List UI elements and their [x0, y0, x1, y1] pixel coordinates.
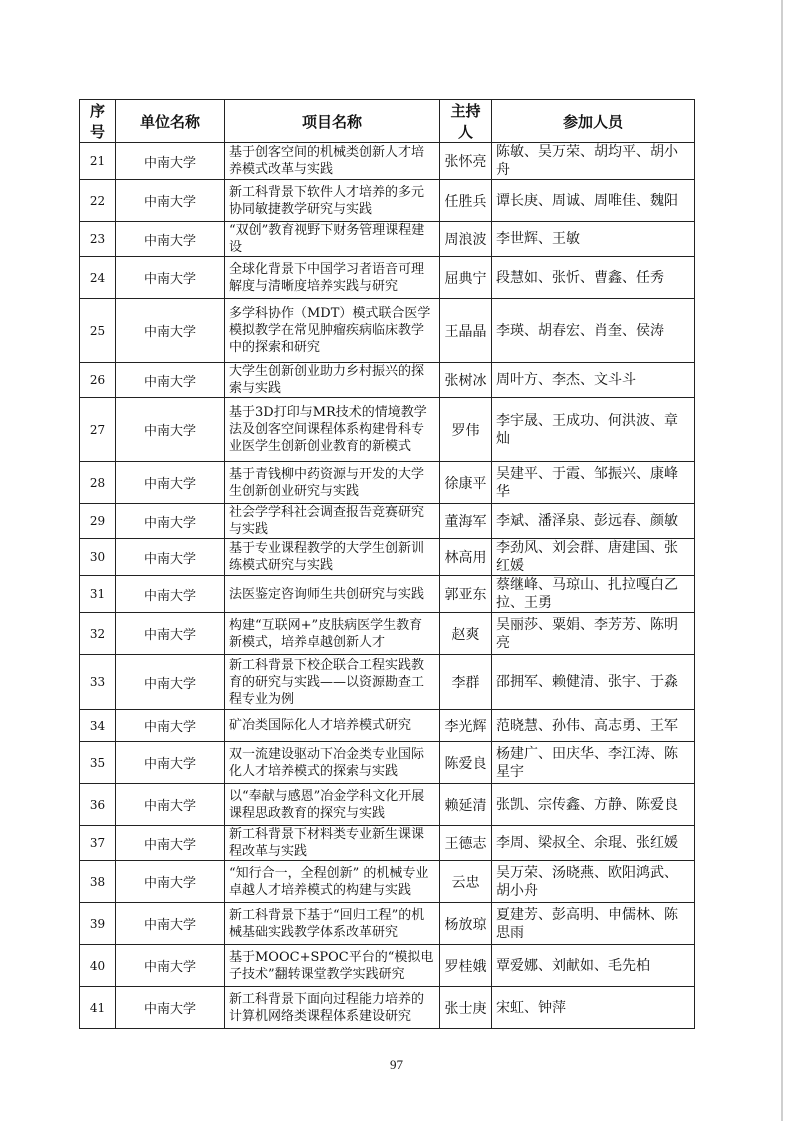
- table-row: [80, 504, 695, 539]
- table-header-row: [80, 100, 695, 143]
- row-number: 26: [80, 363, 116, 398]
- table-row: [80, 539, 695, 576]
- project-name: 双一流建设驱动下冶金类专业国际化人才培养模式的探索与实践: [225, 742, 440, 784]
- table-row: [80, 945, 695, 987]
- row-number: 25: [80, 299, 116, 363]
- header-no: 序号: [80, 100, 116, 143]
- row-number: 39: [80, 903, 116, 945]
- unit-name: 中南大学: [116, 861, 225, 903]
- row-number: 30: [80, 539, 116, 576]
- page-edge: [781, 0, 783, 1121]
- unit-name: 中南大学: [116, 462, 225, 504]
- header-unit: 单位名称: [116, 100, 225, 143]
- members: 李宇晟、王成功、何洪波、章灿: [492, 398, 695, 462]
- header-host: 主持人: [440, 100, 492, 143]
- table-row: [80, 613, 695, 655]
- table-row: [80, 784, 695, 826]
- host-name: 赖延清: [440, 784, 492, 826]
- members: 陈敏、吴万荣、胡均平、胡小舟: [492, 143, 695, 180]
- unit-name: 中南大学: [116, 180, 225, 222]
- unit-name: 中南大学: [116, 710, 225, 742]
- row-number: 24: [80, 257, 116, 299]
- host-name: 王晶晶: [440, 299, 492, 363]
- row-number: 28: [80, 462, 116, 504]
- page-number: 97: [390, 1057, 403, 1072]
- project-name: 以“奉献与感恩”冶金学科文化开展课程思政教育的探究与实践: [225, 784, 440, 826]
- project-name: 大学生创新创业助力乡村振兴的探索与实践: [225, 363, 440, 398]
- members: 夏建芳、彭高明、申儒林、陈思雨: [492, 903, 695, 945]
- unit-name: 中南大学: [116, 613, 225, 655]
- project-name: 基于3D打印与MR技术的情境教学法及创客空间课程体系构建骨科专业医学生创新创业教育的新模式: [225, 398, 440, 462]
- row-number: 35: [80, 742, 116, 784]
- project-name: 新工科背景下基于“回归工程”的机械基础实践教学体系改革研究: [225, 903, 440, 945]
- table-row: [80, 861, 695, 903]
- row-number: 41: [80, 987, 116, 1029]
- host-name: 周浪波: [440, 222, 492, 257]
- table-row: [80, 655, 695, 710]
- table-row: [80, 903, 695, 945]
- members: 宋虹、钟萍: [492, 987, 695, 1029]
- table-row: [80, 398, 695, 462]
- unit-name: 中南大学: [116, 655, 225, 710]
- host-name: 罗伟: [440, 398, 492, 462]
- host-name: 张树冰: [440, 363, 492, 398]
- unit-name: 中南大学: [116, 363, 225, 398]
- host-name: 云忠: [440, 861, 492, 903]
- table-row: [80, 222, 695, 257]
- host-name: 王德志: [440, 826, 492, 861]
- project-table: [79, 99, 695, 1029]
- row-number: 34: [80, 710, 116, 742]
- row-number: 32: [80, 613, 116, 655]
- host-name: 林高用: [440, 539, 492, 576]
- members: 段慧如、张忻、曹鑫、任秀: [492, 257, 695, 299]
- host-name: 徐康平: [440, 462, 492, 504]
- host-name: 屈典宁: [440, 257, 492, 299]
- unit-name: 中南大学: [116, 222, 225, 257]
- host-name: 张怀亮: [440, 143, 492, 180]
- project-name: 基于MOOC+SPOC平台的“模拟电子技术”翻转课堂教学实践研究: [225, 945, 440, 987]
- unit-name: 中南大学: [116, 504, 225, 539]
- members: 吴丽莎、粟娟、李芳芳、陈明亮: [492, 613, 695, 655]
- project-name: “知行合一，全程创新” 的机械专业卓越人才培养模式的构建与实践: [225, 861, 440, 903]
- row-number: 23: [80, 222, 116, 257]
- members: 杨建广、田庆华、李江涛、陈星宇: [492, 742, 695, 784]
- project-name: 构建“互联网+”皮肤病医学生教育新模式，培养卓越创新人才: [225, 613, 440, 655]
- unit-name: 中南大学: [116, 903, 225, 945]
- project-name: 新工科背景下校企联合工程实践教育的研究与实践——以资源勘查工程专业为例: [225, 655, 440, 710]
- members: 范晓慧、孙伟、高志勇、王军: [492, 710, 695, 742]
- project-name: “双创”教育视野下财务管理课程建设: [225, 222, 440, 257]
- members: 李世辉、王敏: [492, 222, 695, 257]
- unit-name: 中南大学: [116, 945, 225, 987]
- members: 李周、梁叔全、余琨、张红媛: [492, 826, 695, 861]
- table-row: [80, 576, 695, 613]
- host-name: 董海军: [440, 504, 492, 539]
- row-number: 40: [80, 945, 116, 987]
- table-row: [80, 987, 695, 1029]
- members: 李劲风、刘会群、唐建国、张红媛: [492, 539, 695, 576]
- project-name: 全球化背景下中国学习者语音可理解度与清晰度培养实践与研究: [225, 257, 440, 299]
- project-name: 多学科协作（MDT）模式联合医学模拟教学在常见肿瘤疾病临床教学中的探索和研究: [225, 299, 440, 363]
- table-row: [80, 710, 695, 742]
- project-name: 新工科背景下面向过程能力培养的计算机网络类课程体系建设研究: [225, 987, 440, 1029]
- project-name: 基于创客空间的机械类创新人才培养模式改革与实践: [225, 143, 440, 180]
- host-name: 陈爱良: [440, 742, 492, 784]
- table-row: [80, 143, 695, 180]
- row-number: 36: [80, 784, 116, 826]
- header-project: 项目名称: [225, 100, 440, 143]
- unit-name: 中南大学: [116, 143, 225, 180]
- row-number: 27: [80, 398, 116, 462]
- project-name: 新工科背景下材料类专业新生课课程改革与实践: [225, 826, 440, 861]
- members: 蔡继峰、马琼山、扎拉嘎白乙拉、王勇: [492, 576, 695, 613]
- row-number: 37: [80, 826, 116, 861]
- project-name: 基于青钱柳中药资源与开发的大学生创新创业研究与实践: [225, 462, 440, 504]
- members: 李斌、潘泽泉、彭远春、颜敏: [492, 504, 695, 539]
- table-row: [80, 257, 695, 299]
- host-name: 郭亚东: [440, 576, 492, 613]
- row-number: 21: [80, 143, 116, 180]
- table-row: [80, 299, 695, 363]
- host-name: 任胜兵: [440, 180, 492, 222]
- row-number: 33: [80, 655, 116, 710]
- table-row: [80, 742, 695, 784]
- unit-name: 中南大学: [116, 257, 225, 299]
- members: 吴万荣、汤晓燕、欧阳鸿武、胡小舟: [492, 861, 695, 903]
- table-row: [80, 363, 695, 398]
- row-number: 31: [80, 576, 116, 613]
- row-number: 29: [80, 504, 116, 539]
- host-name: 杨放琼: [440, 903, 492, 945]
- table-row: [80, 462, 695, 504]
- members: 谭长庚、周诚、周唯佳、魏阳: [492, 180, 695, 222]
- host-name: 李群: [440, 655, 492, 710]
- unit-name: 中南大学: [116, 987, 225, 1029]
- members: 覃爱娜、刘献如、毛先柏: [492, 945, 695, 987]
- members: 张凯、宗传鑫、方静、陈爱良: [492, 784, 695, 826]
- unit-name: 中南大学: [116, 826, 225, 861]
- members: 吴建平、于霞、邹振兴、康峰华: [492, 462, 695, 504]
- host-name: 张士庚: [440, 987, 492, 1029]
- project-name: 矿冶类国际化人才培养模式研究: [225, 710, 440, 742]
- project-name: 新工科背景下软件人才培养的多元协同敏捷教学研究与实践: [225, 180, 440, 222]
- members: 邵拥军、赖健清、张宇、于淼: [492, 655, 695, 710]
- table-row: [80, 180, 695, 222]
- project-name: 社会学学科社会调查报告竞赛研究与实践: [225, 504, 440, 539]
- unit-name: 中南大学: [116, 398, 225, 462]
- project-name: 法医鉴定咨询师生共创研究与实践: [225, 576, 440, 613]
- project-name: 基于专业课程教学的大学生创新训练模式研究与实践: [225, 539, 440, 576]
- unit-name: 中南大学: [116, 539, 225, 576]
- row-number: 22: [80, 180, 116, 222]
- members: 李瑛、胡春宏、肖奎、侯涛: [492, 299, 695, 363]
- host-name: 李光辉: [440, 710, 492, 742]
- unit-name: 中南大学: [116, 742, 225, 784]
- host-name: 赵爽: [440, 613, 492, 655]
- members: 周叶方、李杰、文斗斗: [492, 363, 695, 398]
- table-row: [80, 826, 695, 861]
- unit-name: 中南大学: [116, 299, 225, 363]
- header-members: 参加人员: [492, 100, 695, 143]
- unit-name: 中南大学: [116, 784, 225, 826]
- row-number: 38: [80, 861, 116, 903]
- unit-name: 中南大学: [116, 576, 225, 613]
- host-name: 罗桂娥: [440, 945, 492, 987]
